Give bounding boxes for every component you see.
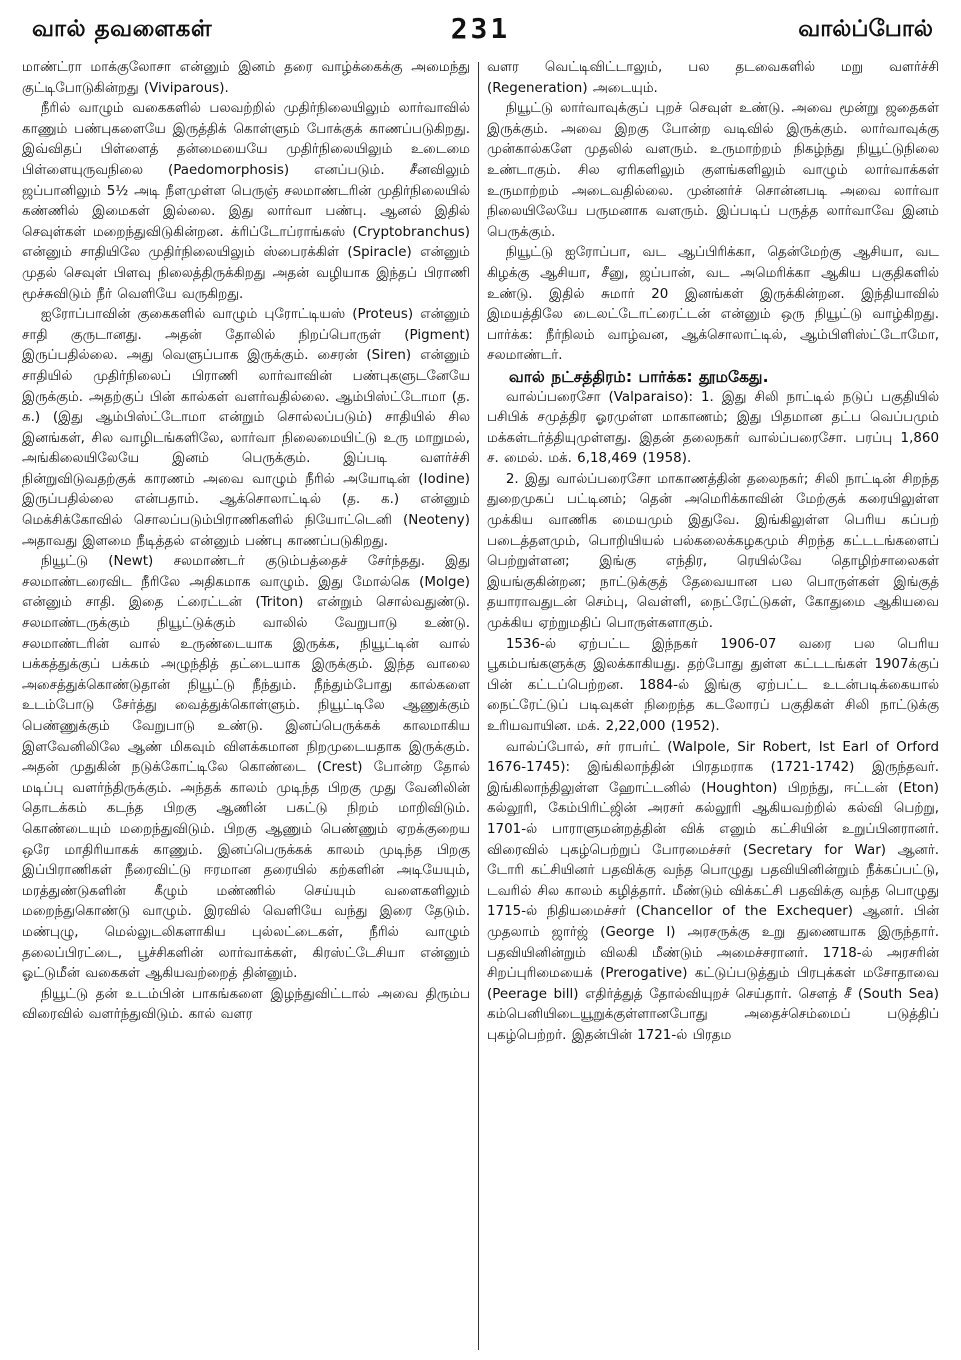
entry-valnatchathiram: வால் நட்சத்திரம்: பார்க்க: தூமகேது. [508,367,769,386]
page-number: 231 [450,12,511,45]
page-header [22,8,939,52]
paragraph: நீரில் வாழும் வகைகளில் பலவற்றில் முதிர்நிலையிலும் லார்வாவில் காணும் பண்புகளையே இருத்திக் கொள்ளும் போக்குக் காணப்படுகிறது. இவ்விதப் பிள்ளைத் தன்மையையே முதிர்நிலையிலும் உடைமை பிள்ளையுருவநிலை (Paedomorphosis) எனப்படும். சீனவிலும் ஜப்பானிலும் 5½ அடி நீளமுள்ள பெருஞ் சலமாண்டரின் முதிர்நிலையில் கண்ணில் இமைகள் இல்லை. இது லார்வா பண்பு. ஆனல் இதில் செவுள்கள் மறைந்துவிடுகின்றன. க்ரிப்டோப்ராங்கஸ் (Cryptobranchus) என்னும் சாதியிலே முதிர்நிலையிலும் ஸ்பைரக்கிள் (Spiracle) என்னும் முதல் செவுள் பிளவு நிலைத்திருக்கிறது அதன் வழியாக இந்தப் பிராணி மூச்சுவிடும் நீர் வெளியே வருகிறது. [22,101,470,302]
entry-walpole: வால்ப்போல், சர் ராபர்ட் (Walpole, Sir Robert, Ist Earl of Orford 1676-1745): இங்கிலாந்தின் பிரதமராக (1721-1742) இருந்தவர். இங்கிலாந்திலுள்ள ஹோட்டனில் (Houghton) பிறந்து, ஈட்டன் (Eton) கல்லூரி, கேம்பிரிட்ஜின் அரசர் கல்லூரி ஆகியவற்றில் கல்வி பெற்று, 1701-ல் பாராளுமன்றத்தின் விக் எனும் கட்சியின் உறுப்பினரானர். விரைவில் புகழ்பெற்றுப் போரமைச்சர் (Secretary for War) ஆனர். டோரி கட்சியினர் பதவிக்கு வந்த பொழுது பதவியினின்றும் நீக்கப்பட்டு, டவரில் சில காலம் கழித்தார். மீண்டும் விக்கட்சி பதவிக்கு வந்த பொழுது 1715-ல் நிதியமைச்சர் (Chancellor of the Exchequer) ஆனர். பின் முதலாம் ஜார்ஜ் (George I) அரசருக்கு உறு துணையாக இருந்தார். பதவியினின்றும் விலகி மீண்டும் அமைச்சரானர். 1718-ல் அரசரின் சிறப்புரிமையைக் (Prerogative) கட்டுப்படுத்தும் பிரபுக்கள் மசோதாவை (Peerage bill) எதிர்த்துத் தோல்வியுறச் செய்தார். சௌத் சீ (South Sea) கம்பெனியிடையூறுக்குள்ளானபோது அதைச்செம்மைப் படுத்திப் புகழ்பெற்றர். இதன்பின் 1721-ல் பிரதம [487,739,939,1043]
column-divider [478,62,479,1350]
paragraph: நியூட்டு ஐரோப்பா, வட ஆப்பிரிக்கா, தென்மேற்கு ஆசியா, வட கிழக்கு ஆசியா, சீனு, ஜப்பான், வட அமெரிக்கா ஆகிய பகுதிகளில் உண்டு. இதில் சுமார் 20 இனங்கள் இருக்கின்றன. இந்தியாவில் இமயத்திலே டைலட்டோட்ரைட்டன் என்னும் ஒரு நியூட்டு வாழ்கிறது. பார்க்க: நீர்நிலம் வாழ்வன, ஆக்சொலாட்டில், ஆம்பிளிஸ்ட்டோமோ, சலமாண்டர். [487,245,939,364]
paragraph: 2. இது வால்ப்பரைசோ மாகாணத்தின் தலைநகர்; சிலி நாட்டின் சிறந்த துறைமுகப் பட்டினம்; தென் அமெரிக்காவின் மேற்குக் கரையிலுள்ள முக்கிய வாணிக மையமும் இதுவே. இங்கிலுள்ள பெரிய கப்பற் படைத்தளமும், பொறியியல் பல்கலைக்கழகமும் சிறந்த கட்டடங்களைப் பெற்றுள்ளன; இங்கு எந்திர, ரெயில்வே தொழிற்சாலைகள் இயங்குகின்றன; நாட்டுக்குத் தேவையான பல பொருள்கள் இங்குத் தயாராவதுடன் செம்பு, வெள்ளி, நைட்ரேட்டுகள், கோதுமை ஆகியவை முக்கிய ஏற்றுமதிப் பொருள்களாகும். [487,471,939,632]
right-column [487,58,939,1354]
paragraph: 1536-ல் ஏற்பட்ட இந்நகர் 1906-07 வரை பல பெரிய பூகம்பங்களுக்கு இலக்காகியது. தற்போது துள்ள கட்டடங்கள் 1907க்குப் பின் கட்டப்பெற்றன. 1884-ல் இங்கு ஏற்பட்ட உடன்படிக்கையால் நைட்ரேட்டுப் படிவுகள் நிறைந்த கடலோரப் பகுதிகள் சிலி நாட்டுக்கு உரியவாயின. மக். 2,22,000 (1952). [487,636,939,734]
paragraph: நியூட்டு (Newt) சலமாண்டர் குடும்பத்தைச் சேர்ந்தது. இது சலமாண்டரைவிட நீரிலே அதிகமாக வாழும். இது மோல்கெ (Molge) என்னும் சாதி. இதை ட்ரைட்டன் (Triton) என்றும் சொல்வதுண்டு. சலமாண்டருக்கும் நியூட்டுக்கும் வாலில் வேறுபாடு உண்டு. சலமாண்டரின் வால் உருண்டையாக இருக்க, நியூட்டின் வால் பக்கத்துக்குப் பக்கம் அழுந்தித் தட்டையாக இருக்கும். இந்த வாலை அசைத்துக்கொண்டுதான் நியூட்டு நீந்தும். நீந்தும்போது கால்களை உடம்போடு சேர்த்து வைத்துக்கொள்ளும். நியூட்டிலே ஆணுக்கும் பெண்ணுக்கும் வேறுபாடு உண்டு. இனப்பெருக்கக் காலமாகிய இளவேனிலிலே ஆண் மிகவும் விளக்கமான நிறமுடையதாக இருக்கும். அதன் முதுகின் நடுக்கோட்டிலே கொண்டை (Crest) போன்ற தோல் மடிப்பு வளர்ந்திருக்கும். அந்தக் காலம் முடிந்த பிறகு முது வேனிலின் தொடக்கம் கடந்த பிறகு ஆணின் பகட்டு நிறம் மாறிவிடும். கொண்டையும் மறைந்துவிடும். பிறகு ஆணும் பெண்ணும் ஏறக்குறைய ஒரே மாதிரியாகக் காணும். இனப்பெருக்கக் காலம் முடிந்த பிறகு இப்பிராணிகள் நீரைவிட்டு ஈரமான தரையில் கற்களின் அடியேயும், மரத்துண்டுகளின் கீழும் மண்ணில் செய்யும் வளைகளிலும் மறைந்துகொண்டு வாழும். இரவில் வெளியே வந்து இரை தேடும். மண்புழு, மெல்லுடலிகளாகிய புல்லட்டைகள், நீரில் வாழும் தலைப்பிரட்டை, பூச்சிகளின் லார்வாக்கள், கிரஸ்ட்டேசியா என்னும் ஓட்டுமீன் வகைகள் ஆகியவற்றைத் தின்னும். [22,554,470,982]
paragraph: மாண்ட்ரா மாக்குலோசா என்னும் இனம் தரை வாழ்க்கைக்கு அமைந்து குட்டிபோடுகின்றது (Viviparous). [22,60,470,96]
paragraph: வளர வெட்டிவிட்டாலும், பல தடவைகளில் மறு வளர்ச்சி (Regeneration) அடையும். [487,60,939,96]
entry-valparaiso: வால்ப்பரைசோ (Valparaiso): 1. இது சிலி நாட்டில் நடுப் பகுதியில் பசிபிக் சமுத்திர ஓரமுள்ள மாகாணம்; இது பிதமான தட்ப வெப்பமும் மக்கள்டர்த்தியுமுள்ளது. இதன் தலைநகர் வால்ப்பரைசோ. பரப்பு 1,860 ச. மைல். மக். 6,18,469 (1958). [487,389,939,467]
paragraph: நியூட்டு தன் உடம்பின் பாகங்களை இழந்துவிட்டால் அவை திரும்ப விரைவில் வளர்ந்துவிடும். கால் வளர [22,986,470,1023]
running-head-left: வால் தவளைகள் [32,16,213,42]
running-head-right: வால்ப்போல் [798,16,933,42]
left-column [22,58,470,1354]
paragraph: ஐரோப்பாவின் குகைகளில் வாழும் புரோட்டியஸ் (Proteus) என்னும் சாதி குருடானது. அதன் தோலில் நிறப்பொருள் (Pigment) இருப்பதில்லை. அது வெளுப்பாக இருக்கும். சைரன் (Siren) என்னும் சாதியில் முதிர்நிலைப் பிராணி லார்வாவின் பண்புகளுடனேயே இருக்கும். அதற்குப் பின் கால்கள் வளர்வதில்லை. ஆம்பிஸ்ட்டோமா (த. க.) (இது ஆம்பிஸ்ட்டோமா என்றும் சொல்லப்படும்) சாதியில் சில இனங்கள், சில வாழிடங்களிலே, லார்வா நிலைமையிட்டு உரு மாறுமல், அங்கிலையிலேயே இனம் பெருக்கும். இப்படி வளர்ச்சி நின்றுவிடுவதற்குக் காரணம் அவை வாழும் நீரில் அயோடின் (Iodine) இருப்பதில்லை என்பதாம். ஆக்சொலாட்டில் (த. க.) என்னும் மெக்சிக்கோவில் சொலப்படும்பிராணிகளில் நியோட்டெனி (Neoteny) அதாவது இளமை நீடித்தல் என்னும் பண்பு காணப்படுகிறது. [22,307,470,549]
paragraph: நியூட்டு லார்வாவுக்குப் புறச் செவுள் உண்டு. அவை மூன்று ஜதைகள் இருக்கும். அவை இறகு போன்ற வடிவில் இருக்கும். லார்வாவுக்கு முன்கால்களே முதலில் வளரும். உருமாற்றம் நிகழ்ந்து நியூட்டுநிலை உண்டாகும். சில ஏரிகளிலும் குளங்களிலும் வாழும் லார்வாக்கள் உருமாற்றம் அடைவதில்லை. முன்னர்ச் சொன்னபடி அவை லார்வா நிலையிலேயே பருமனாக வளரும். இப்படிப் பருத்த லார்வாவே இனம் பெருக்கும். [487,101,939,240]
